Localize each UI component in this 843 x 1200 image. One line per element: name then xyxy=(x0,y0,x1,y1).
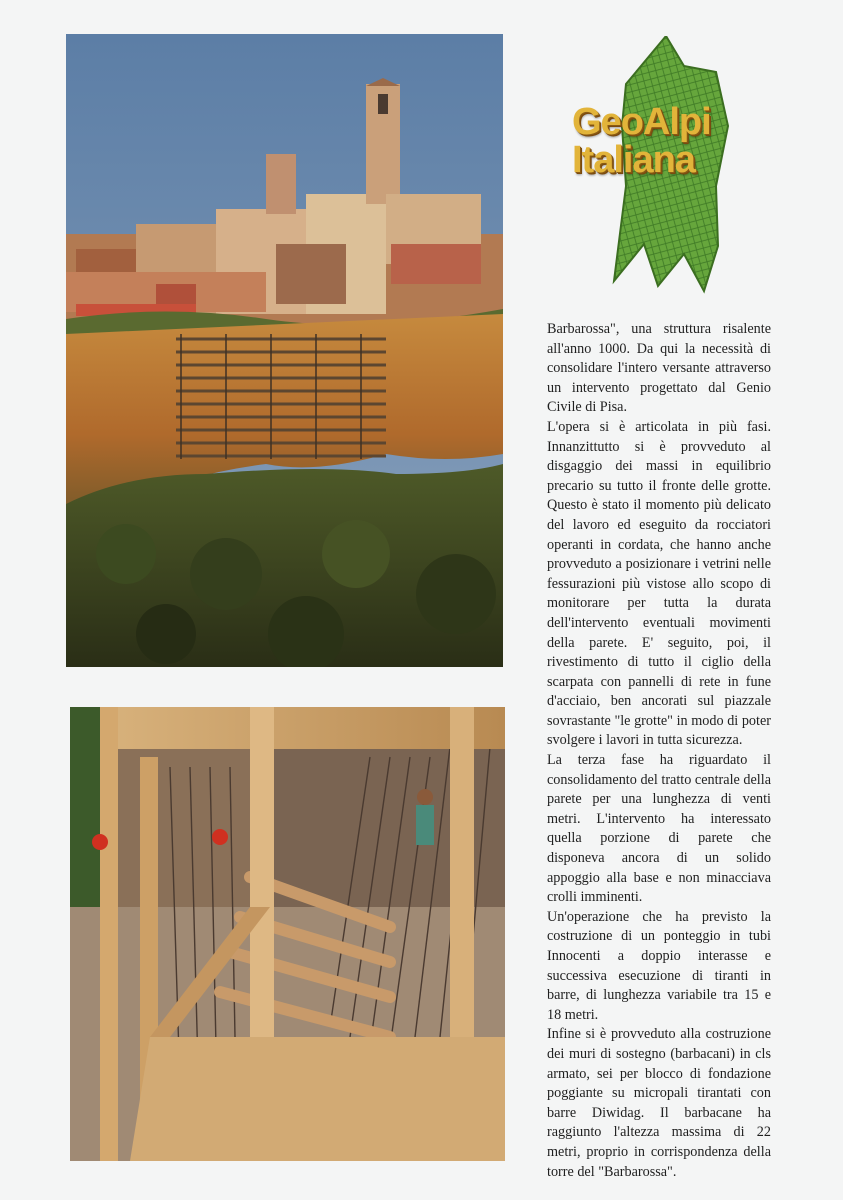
geoalpi-logo xyxy=(566,36,756,298)
article-paragraph: Un'operazione che ha previsto la costruzione di un ponteggio in tubi Innocenti a doppio interasse e successiva esecuzione di tiranti in barre, di lunghezza variabile tra 15 e 18 metri. xyxy=(547,908,771,1023)
construction-site-image xyxy=(70,707,505,1161)
logo-line-1: GeoAlpi xyxy=(572,101,711,143)
article-paragraph: Infine si è provveduto alla costruzione dei muri di sostegno (barbacani) in cls armato, sei per blocco di fondazione poggiante su micropali tirantati con barre Diwidag. Il barbacane ha raggiunto l'altezza massima di 22 metri, proprio in corrispondenza della torre del "Barbarossa". xyxy=(547,1026,771,1180)
article-text xyxy=(547,320,771,1182)
article-paragraph: Barbarossa", una struttura risalente all'anno 1000. Da qui la necessità di consolidare l'intero versante attraverso un intervento progettato dal Genio Civile di Pisa. xyxy=(547,321,771,416)
logo-line-2: Italiana xyxy=(572,139,695,181)
photo-construction-site xyxy=(70,707,505,1161)
photo-hilltop-town xyxy=(66,34,503,667)
article-paragraph: La terza fase ha riguardato il consolidamento del tratto centrale della parete per una lunghezza di venti metri. L'intervento ha interessato quella porzione di parete che disponeva ancora di un solido appoggio alla base e non minacciava crolli imminenti. xyxy=(547,752,771,906)
hilltop-town-image xyxy=(66,34,503,667)
article-paragraph: L'opera si è articolata in più fasi. Innanzittutto si è provveduto al disgaggio dei massi in equilibrio precario su tutto il fronte delle grotte. Questo è stato il momento più delicato del lavoro ed eseguito da rocciatori operanti in cordata, che hanno anche provveduto a posizionare i vetrini nelle fessurazioni più vistose allo scopo di monitorare per tutta la durata dell'intervento eventuali movimenti della parete. E' seguito, poi, il rivestimento di tutto il ciglio della scarpata con pannelli di rete in fune d'acciaio, ben ancorati sul piazzale sovrastante "le grotte" in modo di poter svolgere i lavori in tutta sicurezza. xyxy=(547,418,771,749)
